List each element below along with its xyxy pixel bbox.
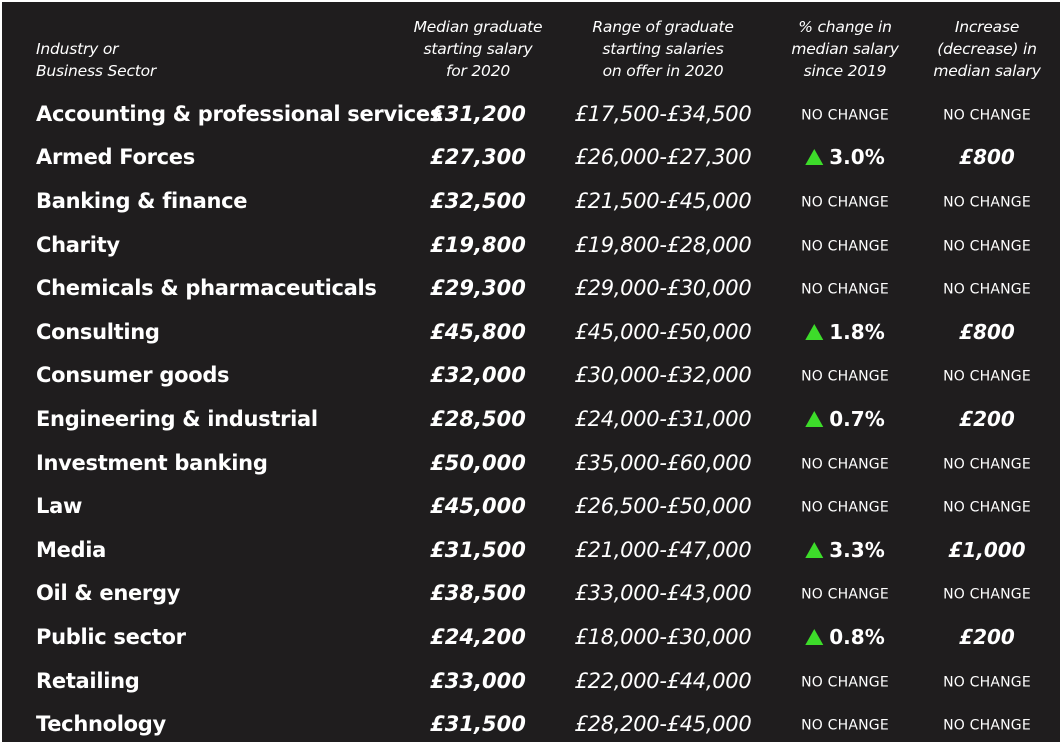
percent-change-text: 3.3% [829, 537, 885, 562]
percent-change-text: 0.7% [829, 406, 885, 431]
no-change-text: NO CHANGE [943, 238, 1031, 255]
salary-range: £22,000-£44,000 [574, 668, 752, 693]
header-inc-line: (decrease) in [937, 40, 1037, 58]
sector-name: Public sector [36, 624, 186, 649]
table-row [2, 484, 1060, 528]
percent-change-text: 0.8% [829, 624, 885, 649]
up-arrow-icon [805, 542, 823, 558]
table-row [2, 659, 1060, 703]
header-inc-line: Increase [954, 18, 1020, 36]
median-salary: £33,000 [430, 668, 526, 693]
percent-change-value [805, 320, 884, 344]
header-pct-line: median salary [791, 40, 899, 58]
up-arrow-icon [805, 629, 823, 645]
table-row [2, 179, 1060, 223]
percent-change-value [805, 145, 884, 169]
table-row [2, 702, 1060, 746]
salary-range: £26,000-£27,300 [574, 145, 752, 170]
sector-name: Retailing [36, 668, 140, 693]
salary-range: £45,000-£50,000 [574, 319, 752, 344]
median-salary: £31,500 [430, 537, 526, 562]
percent-change-value [805, 407, 884, 431]
salary-increase [943, 191, 1031, 210]
header-percent-change [791, 16, 898, 82]
salary-increase [943, 235, 1031, 254]
header-median-line: for 2020 [445, 62, 511, 80]
percent-change [805, 625, 884, 649]
salary-range: £29,000-£30,000 [574, 276, 752, 301]
sector-name: Consulting [36, 319, 160, 344]
salary-increase [959, 625, 1015, 649]
increase-amount: £200 [959, 624, 1015, 649]
salary-increase [943, 497, 1031, 516]
percent-change [801, 235, 889, 254]
table-row [2, 615, 1060, 659]
table-row [2, 441, 1060, 485]
median-salary: £28,500 [430, 406, 526, 431]
sector-name: Armed Forces [36, 145, 195, 170]
salary-range: £24,000-£31,000 [574, 406, 752, 431]
no-change-text: NO CHANGE [801, 674, 889, 691]
median-salary: £32,000 [430, 363, 526, 388]
no-change-text: NO CHANGE [943, 368, 1031, 385]
percent-change [805, 407, 884, 431]
table-row [2, 354, 1060, 398]
sector-name: Media [36, 537, 107, 562]
percent-change [801, 279, 889, 298]
no-change-text: NO CHANGE [943, 456, 1031, 473]
median-salary: £45,000 [430, 494, 526, 519]
header-pct-line: % change in [798, 18, 892, 36]
table-row [2, 528, 1060, 572]
percent-change-text: 3.0% [829, 145, 885, 170]
salary-range: £17,500-£34,500 [574, 101, 752, 126]
no-change-text: NO CHANGE [943, 107, 1031, 124]
median-salary: £27,300 [430, 145, 526, 170]
salary-increase [959, 407, 1015, 431]
salary-range: £28,200-£45,000 [574, 712, 752, 737]
header-inc-line: median salary [933, 62, 1041, 80]
percent-change-value [805, 625, 884, 649]
table-row [2, 136, 1060, 180]
salary-range: £19,800-£28,000 [574, 232, 752, 257]
salary-range: £21,500-£45,000 [574, 188, 752, 213]
header-pct-line: since 2019 [803, 62, 887, 80]
salary-increase [943, 366, 1031, 385]
percent-change [801, 715, 889, 734]
no-change-text: NO CHANGE [801, 499, 889, 516]
increase-amount: £200 [959, 406, 1015, 431]
median-salary: £19,800 [430, 232, 526, 257]
sector-name: Charity [36, 232, 120, 257]
salary-increase [943, 671, 1031, 690]
no-change-text: NO CHANGE [943, 499, 1031, 516]
no-change-text: NO CHANGE [801, 717, 889, 734]
no-change-text: NO CHANGE [943, 586, 1031, 603]
sector-name: Chemicals & pharmaceuticals [36, 276, 377, 301]
salary-increase [959, 145, 1015, 169]
header-increase [933, 16, 1040, 82]
sector-name: Oil & energy [36, 581, 181, 606]
no-change-text: NO CHANGE [801, 107, 889, 124]
no-change-text: NO CHANGE [801, 194, 889, 211]
percent-change [801, 584, 889, 603]
percent-change-text: 1.8% [829, 319, 885, 344]
salary-increase [959, 320, 1015, 344]
header-median-line: starting salary [423, 40, 533, 58]
no-change-text: NO CHANGE [801, 281, 889, 298]
sector-name: Accounting & professional services [36, 101, 443, 126]
sector-name: Law [36, 494, 83, 519]
increase-amount: £800 [959, 319, 1015, 344]
sector-name: Technology [36, 712, 166, 737]
no-change-text: NO CHANGE [801, 368, 889, 385]
salary-range: £21,000-£47,000 [574, 537, 752, 562]
no-change-text: NO CHANGE [801, 238, 889, 255]
no-change-text: NO CHANGE [943, 281, 1031, 298]
up-arrow-icon [805, 324, 823, 340]
table-body [2, 92, 1060, 746]
header-sector-line: Business Sector [36, 62, 157, 80]
table-row [2, 310, 1060, 354]
header-median-line: Median graduate [413, 18, 543, 36]
up-arrow-icon [805, 411, 823, 427]
percent-change [801, 104, 889, 123]
table-row [2, 266, 1060, 310]
no-change-text: NO CHANGE [801, 456, 889, 473]
up-arrow-icon [805, 149, 823, 165]
percent-change [805, 145, 884, 169]
salary-increase [943, 715, 1031, 734]
percent-change-value [805, 538, 884, 562]
salary-increase [943, 584, 1031, 603]
median-salary: £45,800 [430, 319, 526, 344]
percent-change [801, 366, 889, 385]
median-salary: £31,200 [430, 101, 526, 126]
no-change-text: NO CHANGE [943, 674, 1031, 691]
table-row [2, 572, 1060, 616]
percent-change [805, 538, 884, 562]
no-change-text: NO CHANGE [801, 586, 889, 603]
table-row [2, 223, 1060, 267]
no-change-text: NO CHANGE [943, 717, 1031, 734]
header-sector [36, 38, 156, 82]
table-row [2, 397, 1060, 441]
increase-amount: £800 [959, 145, 1015, 170]
percent-change [801, 453, 889, 472]
salary-increase [943, 453, 1031, 472]
median-salary: £32,500 [430, 188, 526, 213]
header-median-salary [414, 16, 543, 82]
table-row [2, 92, 1060, 136]
salary-increase [943, 279, 1031, 298]
salary-increase [943, 104, 1031, 123]
median-salary: £29,300 [430, 276, 526, 301]
percent-change [805, 320, 884, 344]
salary-range: £26,500-£50,000 [574, 494, 752, 519]
percent-change [801, 191, 889, 210]
header-range-line: Range of graduate [592, 18, 734, 36]
sector-name: Banking & finance [36, 188, 248, 213]
sector-name: Investment banking [36, 450, 268, 475]
salary-range: £18,000-£30,000 [574, 624, 752, 649]
percent-change [801, 497, 889, 516]
salary-range: £35,000-£60,000 [574, 450, 752, 475]
salary-range: £33,000-£43,000 [574, 581, 752, 606]
header-range-line: on offer in 2020 [602, 62, 724, 80]
header-salary-range [592, 16, 733, 82]
salary-increase [948, 538, 1025, 562]
sector-name: Consumer goods [36, 363, 230, 388]
percent-change [801, 671, 889, 690]
salary-table [2, 2, 1060, 742]
median-salary: £24,200 [430, 624, 526, 649]
header-range-line: starting salaries [602, 40, 724, 58]
increase-amount: £1,000 [948, 537, 1026, 562]
median-salary: £50,000 [430, 450, 526, 475]
salary-range: £30,000-£32,000 [574, 363, 752, 388]
median-salary: £31,500 [430, 712, 526, 737]
no-change-text: NO CHANGE [943, 194, 1031, 211]
median-salary: £38,500 [430, 581, 526, 606]
header-sector-line: Industry or [36, 40, 119, 58]
sector-name: Engineering & industrial [36, 406, 318, 431]
